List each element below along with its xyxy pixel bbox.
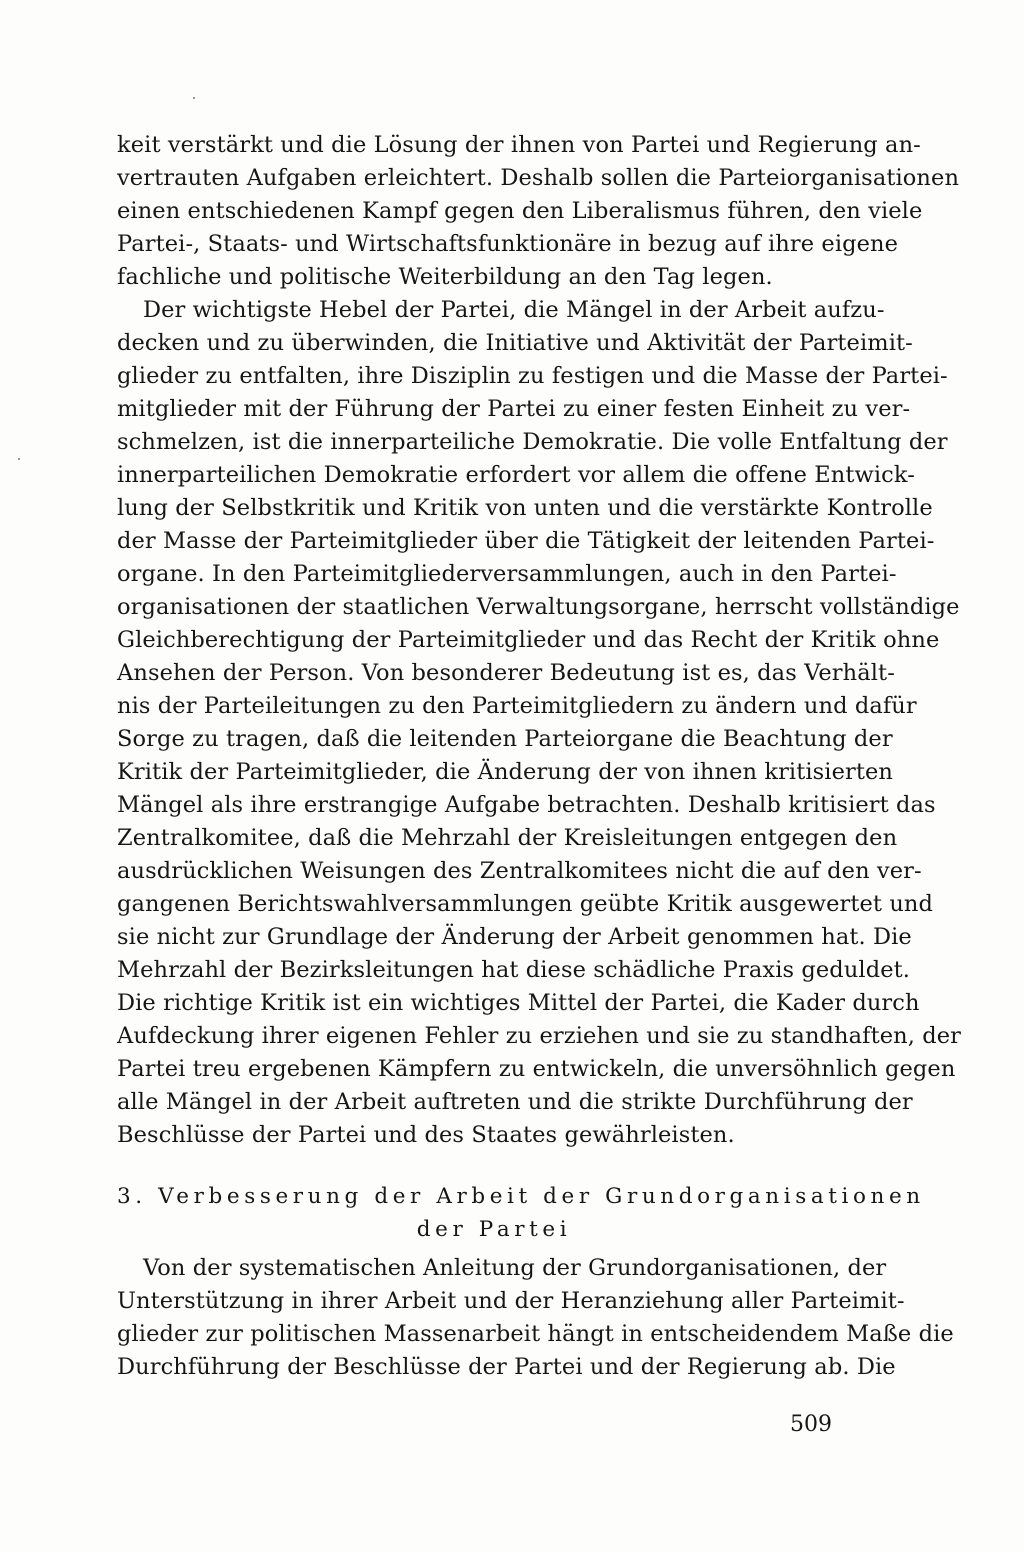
text-line: Ansehen der Person. Von besonderer Bedeutung ist es, das Verhält-	[117, 660, 895, 686]
text-line: vertrauten Aufgaben erleichtert. Deshalb sollen die Parteiorganisationen	[117, 165, 960, 191]
text-line: Kritik der Parteimitglieder, die Änderung der von ihnen kritisierten	[117, 759, 894, 785]
text-line: decken und zu überwinden, die Initiative und Aktivität der Parteimit-	[117, 330, 913, 356]
text-line: Sorge zu tragen, daß die leitenden Parteiorgane die Beachtung der	[117, 726, 893, 752]
paper-speck	[193, 97, 195, 99]
text-line: einen entschiedenen Kampf gegen den Liberalismus führen, den viele	[117, 198, 923, 224]
section-heading-line-1: 3. Verbesserung der Arbeit der Grundorganisationen	[117, 1184, 925, 1209]
text-line: Die richtige Kritik ist ein wichtiges Mittel der Partei, die Kader durch	[117, 990, 920, 1016]
text-line: Mängel als ihre erstrangige Aufgabe betrachten. Deshalb kritisiert das	[117, 792, 936, 818]
paragraph-2	[117, 294, 961, 1152]
section-heading-line-2: der Partei	[416, 1217, 572, 1242]
text-line: innerparteilichen Demokratie erfordert vor allem die offene Entwick-	[117, 462, 915, 488]
text-line: Partei-, Staats- und Wirtschaftsfunktionäre in bezug auf ihre eigene	[117, 231, 899, 257]
paragraph-3	[117, 1252, 954, 1384]
text-line: lung der Selbstkritik und Kritik von unten und die verstärkte Kontrolle	[117, 495, 933, 521]
text-line: gangenen Berichtswahlversammlungen geübte Kritik ausgewertet und	[117, 891, 934, 917]
text-line: Von der systematischen Anleitung der Grundorganisationen, der	[143, 1255, 887, 1281]
text-line: Zentralkomitee, daß die Mehrzahl der Kreisleitungen entgegen den	[117, 825, 898, 851]
text-line: glieder zu entfalten, ihre Disziplin zu festigen und die Masse der Partei-	[117, 363, 948, 389]
text-line: Beschlüsse der Partei und des Staates gewährleisten.	[117, 1122, 735, 1148]
text-line: Gleichberechtigung der Parteimitglieder und das Recht der Kritik ohne	[117, 627, 940, 653]
text-line: mitglieder mit der Führung der Partei zu einer festen Einheit zu ver-	[117, 396, 911, 422]
text-line: Partei treu ergebenen Kämpfern zu entwickeln, die unversöhnlich gegen	[117, 1056, 956, 1082]
paper-speck	[18, 458, 20, 460]
page-number: 509	[790, 1412, 832, 1437]
text-line: Mehrzahl der Bezirksleitungen hat diese schädliche Praxis geduldet.	[117, 957, 911, 983]
text-line: ausdrücklichen Weisungen des Zentralkomitees nicht die auf den ver-	[117, 858, 922, 884]
text-line: der Masse der Parteimitglieder über die Tätigkeit der leitenden Partei-	[117, 528, 935, 554]
text-line: keit verstärkt und die Lösung der ihnen von Partei und Regierung an-	[117, 132, 921, 158]
section-heading	[117, 1180, 925, 1246]
text-line: nis der Parteileitungen zu den Parteimitgliedern zu ändern und dafür	[117, 693, 917, 719]
text-line: glieder zur politischen Massenarbeit hängt in entscheidendem Maße die	[117, 1321, 954, 1347]
text-line: Durchführung der Beschlüsse der Partei und der Regierung ab. Die	[117, 1354, 896, 1380]
text-line: sie nicht zur Grundlage der Änderung der Arbeit genommen hat. Die	[117, 924, 912, 950]
text-line: Aufdeckung ihrer eigenen Fehler zu erziehen und sie zu standhaften, der	[117, 1023, 961, 1049]
text-line: fachliche und politische Weiterbildung an den Tag legen.	[117, 264, 773, 290]
text-line: Unterstützung in ihrer Arbeit und der Heranziehung aller Parteimit-	[117, 1288, 905, 1314]
text-line: organe. In den Parteimitgliederversammlungen, auch in den Partei-	[117, 561, 897, 587]
text-line: Der wichtigste Hebel der Partei, die Mängel in der Arbeit aufzu-	[143, 297, 885, 323]
paragraph-1	[117, 129, 960, 294]
text-line: alle Mängel in der Arbeit auftreten und die strikte Durchführung der	[117, 1089, 913, 1115]
text-line: schmelzen, ist die innerparteiliche Demokratie. Die volle Entfaltung der	[117, 429, 948, 455]
text-line: organisationen der staatlichen Verwaltungsorgane, herrscht vollständige	[117, 594, 960, 620]
